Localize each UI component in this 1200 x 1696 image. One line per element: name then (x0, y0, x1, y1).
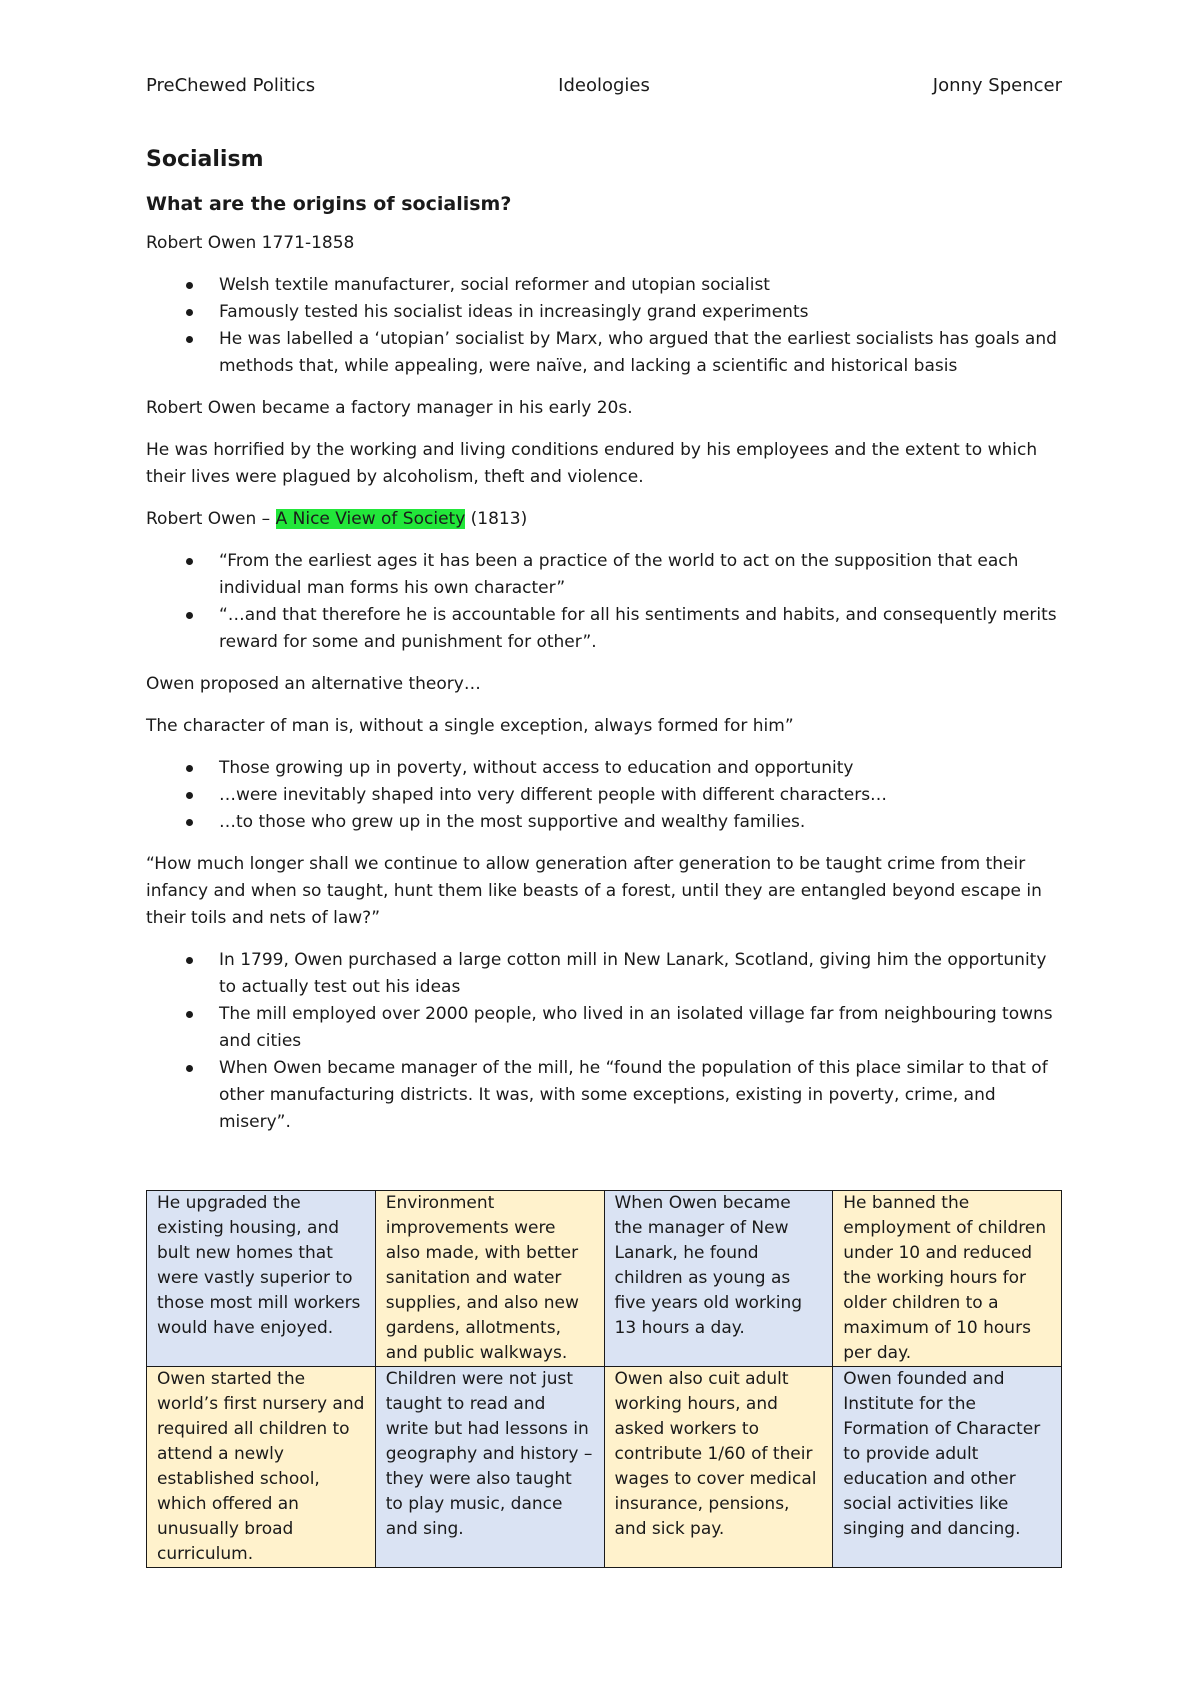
page-title: Socialism (146, 147, 264, 172)
bullet-list (146, 947, 1062, 1136)
header-center: Ideologies (558, 75, 650, 96)
list-item: Those growing up in poverty, without access to education and opportunity (219, 755, 1062, 782)
paragraph: The character of man is, without a single exception, always formed for him” (146, 716, 794, 736)
list-item: …were inevitably shaped into very different people with different characters… (219, 782, 1062, 809)
list-item: Famously tested his socialist ideas in increasingly grand experiments (219, 299, 1062, 326)
bullet-list (146, 548, 1062, 656)
list-item: …to those who grew up in the most supportive and wealthy families. (219, 809, 1062, 836)
paragraph: He was horrified by the working and living conditions endured by his employees and the extent to which their lives were plagued by alcoholism, theft and violence. (146, 440, 1038, 487)
list-item: “From the earliest ages it has been a practice of the world to act on the supposition that each individual man forms his own character” (219, 548, 1062, 602)
quote-paragraph: “How much longer shall we continue to allow generation after generation to be taught crime from their infancy and when so taught, hunt them like beasts of a forest, until they are entangled beyond escape in their toils and nets of law?” (146, 854, 1042, 928)
table-cell: Owen also cuit adult working hours, and asked workers to contribute 1/60 of their wages to cover medical insurance, pensions, and sick pay. (604, 1367, 833, 1568)
paragraph: Owen proposed an alternative theory… (146, 674, 481, 694)
list-item: “…and that therefore he is accountable for all his sentiments and habits, and consequently merits reward for some and punishment for other”. (219, 602, 1062, 656)
table-cell: Children were not just taught to read and write but had lessons in geography and history – they were also taught to play music, dance and sing. (375, 1367, 604, 1568)
list-item: When Owen became manager of the mill, he “found the population of this place similar to that of other manufacturing districts. It was, with some exceptions, existing in poverty, crime, and misery”. (219, 1055, 1062, 1136)
table-cell: Environment improvements were also made, with better sanitation and water supplies, and also new gardens, allotments, and public walkways. (375, 1191, 604, 1367)
table-cell: He banned the employment of children under 10 and reduced the working hours for older children to a maximum of 10 hours per day. (833, 1191, 1062, 1367)
page-header (146, 72, 1062, 102)
bullet-list (146, 272, 1062, 380)
table-cell: He upgraded the existing housing, and bult new homes that were vastly superior to those most mill workers would have enjoyed. (147, 1191, 376, 1367)
section-heading: What are the origins of socialism? (146, 193, 512, 215)
list-item: In 1799, Owen purchased a large cotton mill in New Lanark, Scotland, giving him the opportunity to actually test out his ideas (219, 947, 1062, 1001)
table-row (147, 1367, 1062, 1568)
table-row (147, 1191, 1062, 1367)
header-right: Jonny Spencer (932, 75, 1062, 96)
paragraph (146, 506, 1062, 533)
table-cell: Owen started the world’s first nursery and required all children to attend a newly established school, which offered an unusually broad curriculum. (147, 1367, 376, 1568)
text-span: (1813) (470, 509, 528, 529)
bullet-list (146, 755, 1062, 836)
list-item: The mill employed over 2000 people, who lived in an isolated village far from neighbouring towns and cities (219, 1001, 1062, 1055)
table-cell: When Owen became the manager of New Lanark, he found children as young as five years old working 13 hours a day. (604, 1191, 833, 1367)
info-table (146, 1190, 1062, 1568)
paragraph: Robert Owen became a factory manager in his early 20s. (146, 398, 633, 418)
document-body (146, 144, 1062, 1568)
list-item: Welsh textile manufacturer, social reformer and utopian socialist (219, 272, 1062, 299)
paragraph: Robert Owen 1771-1858 (146, 233, 355, 253)
header-left: PreChewed Politics (146, 75, 316, 96)
text-span: Robert Owen – (146, 509, 276, 529)
table-cell: Owen founded and Institute for the Formation of Character to provide adult education and other social activities like singing and dancing. (833, 1367, 1062, 1568)
list-item: He was labelled a ‘utopian’ socialist by Marx, who argued that the earliest socialists has goals and methods that, while appealing, were naïve, and lacking a scientific and historical basis (219, 326, 1062, 380)
highlighted-text: A Nice View of Society (275, 509, 466, 529)
